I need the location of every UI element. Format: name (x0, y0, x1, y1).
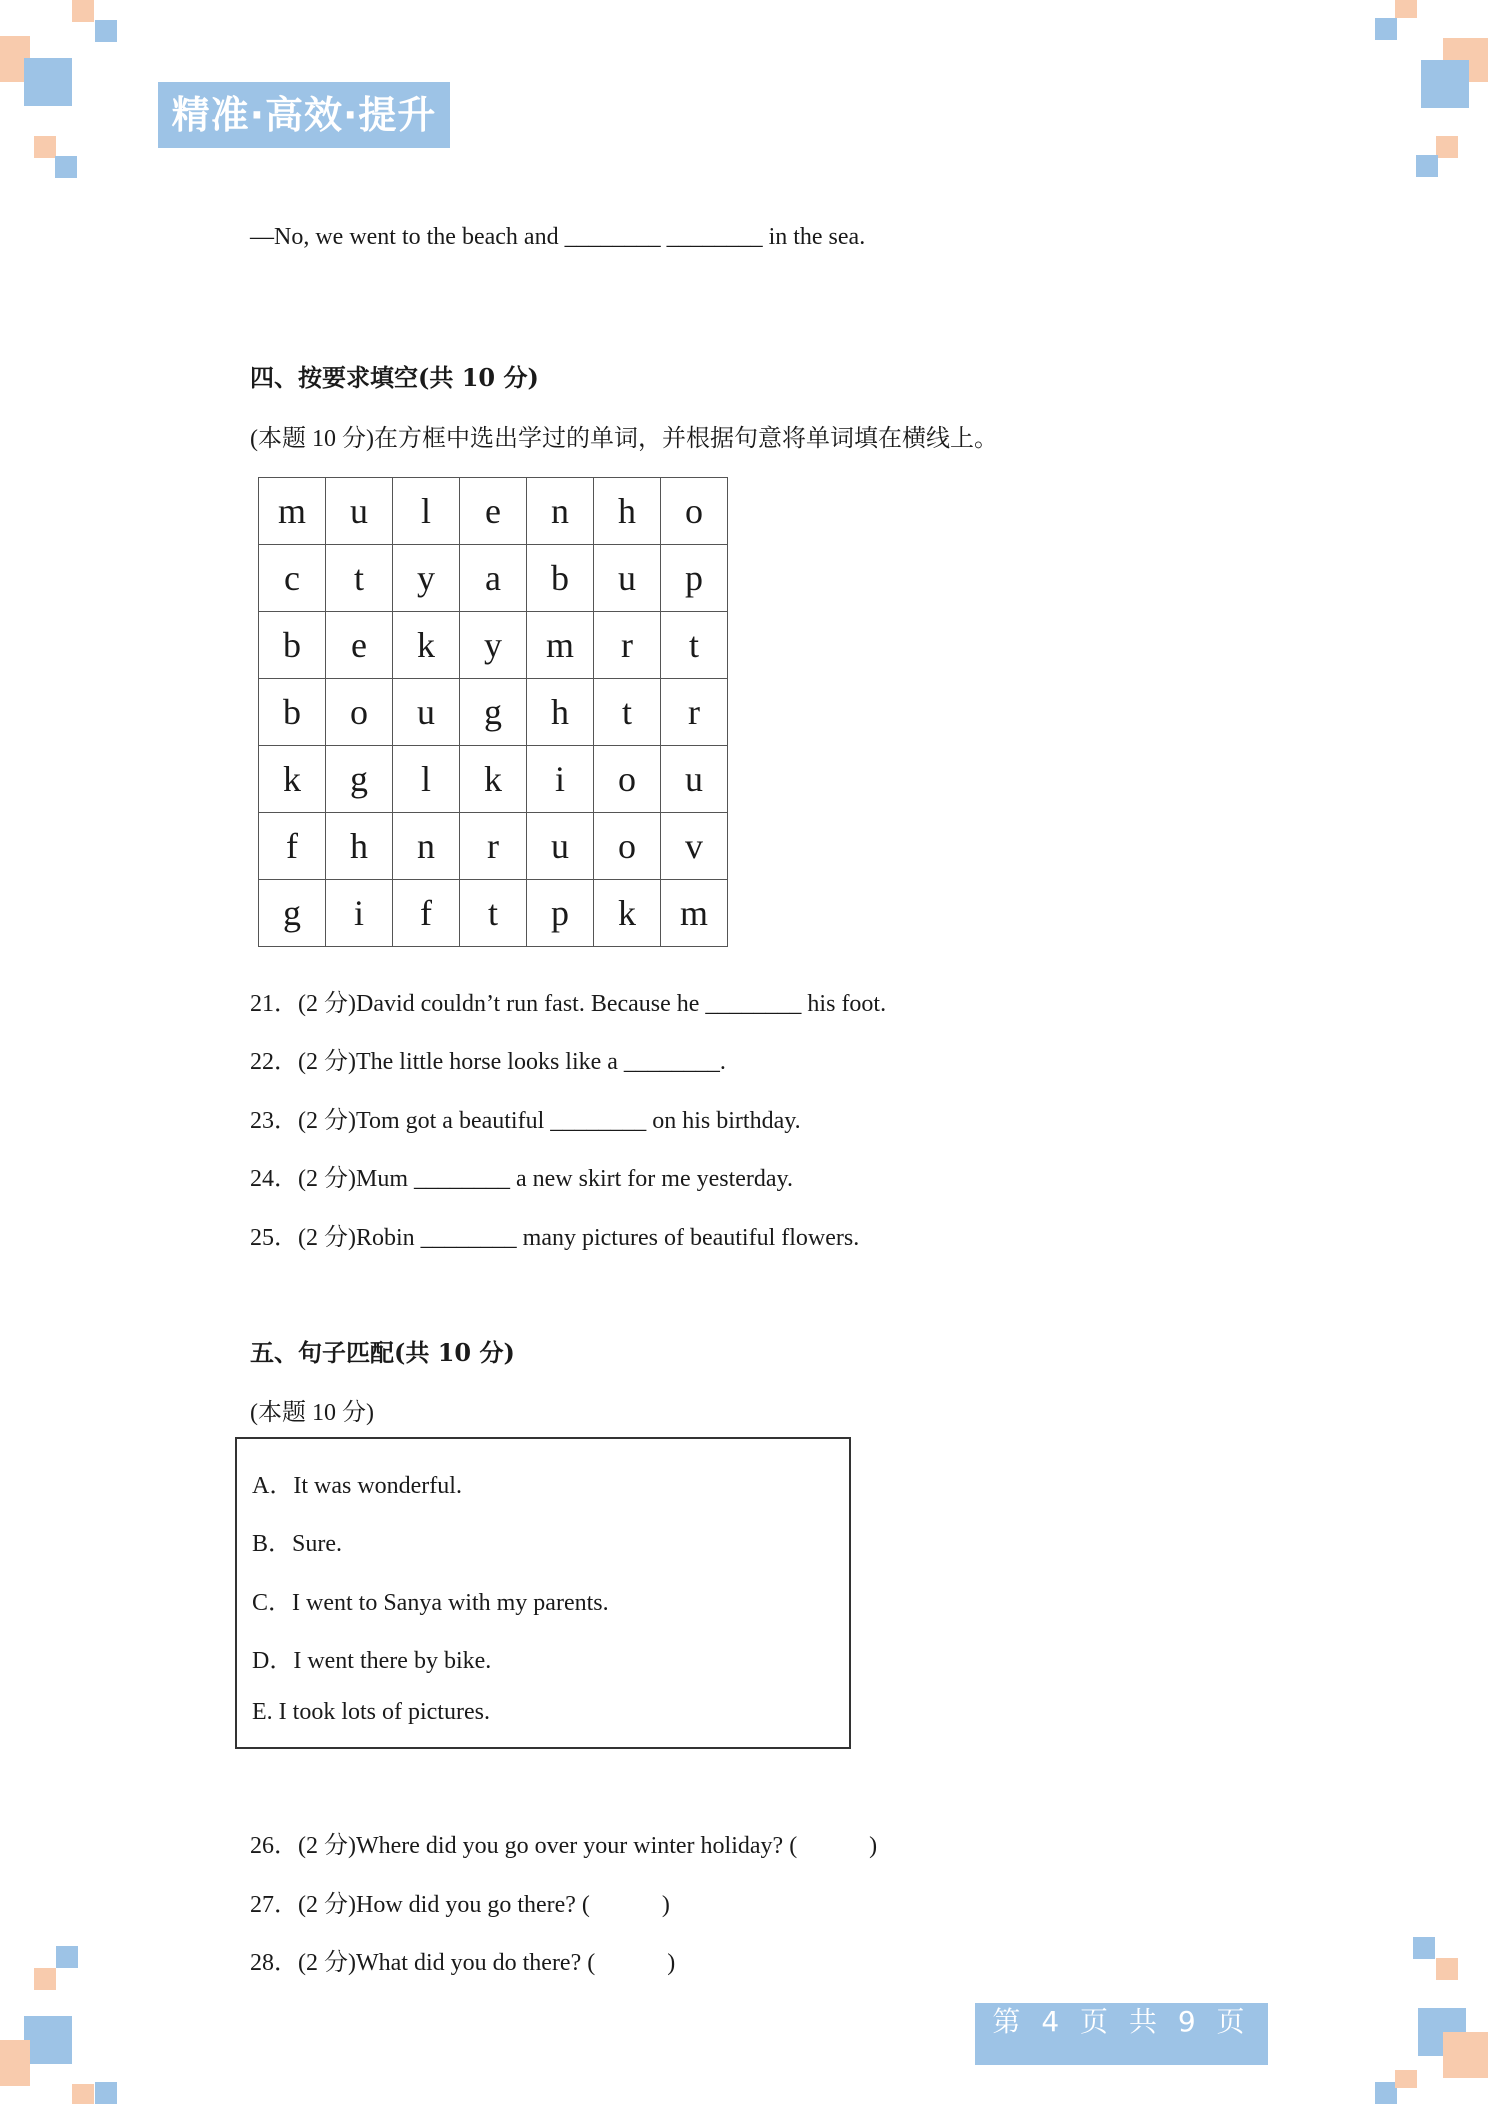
grid-row (259, 612, 728, 679)
grid-cell: u (594, 545, 661, 612)
section4-title: 四、按要求填空(共 10 分) (250, 363, 539, 392)
grid-cell: i (326, 880, 393, 947)
brand-banner: 精准·高效·提升 (158, 82, 450, 148)
corner-square (1413, 1937, 1435, 1959)
answer-options-box (235, 1437, 851, 1749)
option-d: D．I went there by bike. (252, 1648, 492, 1674)
corner-square (1375, 18, 1397, 40)
corner-square (72, 0, 94, 22)
corner-square (1395, 2070, 1417, 2088)
grid-row (259, 478, 728, 545)
grid-row (259, 679, 728, 746)
corner-square (1375, 2082, 1397, 2104)
section5-title: 五、句子匹配(共 10 分) (250, 1338, 515, 1367)
question-26: 26．(2 分)Where did you go over your winter holiday? ( ) (250, 1833, 878, 1859)
grid-cell: h (594, 478, 661, 545)
option-c: C．I went to Sanya with my parents. (252, 1590, 609, 1616)
question-28: 28．(2 分)What did you do there? ( ) (250, 1950, 676, 1976)
question-22: 22．(2 分)The little horse looks like a ________. (250, 1049, 726, 1075)
grid-cell: r (460, 813, 527, 880)
grid-cell: l (393, 478, 460, 545)
corner-square (1421, 60, 1469, 108)
grid-cell: u (661, 746, 728, 813)
grid-row (259, 746, 728, 813)
grid-cell: n (527, 478, 594, 545)
grid-cell: h (326, 813, 393, 880)
option-b: B．Sure. (252, 1531, 342, 1557)
grid-cell: y (460, 612, 527, 679)
grid-cell: t (594, 679, 661, 746)
corner-square (0, 2040, 30, 2086)
corner-square (1436, 1958, 1458, 1980)
corner-square (1416, 155, 1438, 177)
letter-grid (258, 477, 728, 947)
grid-cell: g (460, 679, 527, 746)
grid-row (259, 545, 728, 612)
grid-cell: b (259, 612, 326, 679)
corner-square (95, 2082, 117, 2104)
corner-square (24, 58, 72, 106)
question-25: 25．(2 分)Robin ________ many pictures of beautiful flowers. (250, 1225, 860, 1251)
grid-cell: n (393, 813, 460, 880)
corner-square (34, 1968, 56, 1990)
question-27: 27．(2 分)How did you go there? ( ) (250, 1892, 670, 1918)
grid-cell: p (661, 545, 728, 612)
grid-cell: i (527, 746, 594, 813)
grid-cell: r (661, 679, 728, 746)
corner-square (1395, 0, 1417, 18)
grid-cell: t (460, 880, 527, 947)
grid-cell: m (527, 612, 594, 679)
grid-cell: g (326, 746, 393, 813)
grid-cell: u (527, 813, 594, 880)
corner-square (1443, 2032, 1488, 2078)
grid-cell: f (393, 880, 460, 947)
page-number-banner: 第 4 页 共 9 页 (975, 2003, 1268, 2065)
grid-cell: o (661, 478, 728, 545)
grid-cell: u (326, 478, 393, 545)
corner-square (24, 2016, 72, 2064)
grid-cell: t (661, 612, 728, 679)
option-e: E. I took lots of pictures. (252, 1699, 490, 1725)
section5-instruction: (本题 10 分) (250, 1400, 374, 1426)
grid-cell: m (661, 880, 728, 947)
corner-square (55, 156, 77, 178)
carryover-sentence: —No, we went to the beach and ________ ________ in the sea. (250, 224, 866, 250)
grid-cell: y (393, 545, 460, 612)
corner-square (72, 2084, 94, 2104)
grid-cell: p (527, 880, 594, 947)
grid-cell: v (661, 813, 728, 880)
question-21: 21．(2 分)David couldn’t run fast. Because he ________ his foot. (250, 991, 887, 1017)
grid-row (259, 880, 728, 947)
grid-cell: o (594, 746, 661, 813)
corner-square (95, 20, 117, 42)
grid-cell: t (326, 545, 393, 612)
question-24: 24．(2 分)Mum ________ a new skirt for me yesterday. (250, 1166, 793, 1192)
option-a: A．It was wonderful. (252, 1473, 462, 1499)
grid-cell: e (460, 478, 527, 545)
section4-instruction: (本题 10 分)在方框中选出学过的单词，并根据句意将单词填在横线上。 (250, 426, 998, 452)
corner-square (1436, 136, 1458, 158)
grid-cell: g (259, 880, 326, 947)
grid-cell: o (326, 679, 393, 746)
corner-square (56, 1946, 78, 1968)
grid-cell: k (594, 880, 661, 947)
question-23: 23．(2 分)Tom got a beautiful ________ on his birthday. (250, 1108, 801, 1134)
grid-cell: o (594, 813, 661, 880)
grid-cell: f (259, 813, 326, 880)
corner-square (34, 136, 56, 158)
grid-cell: h (527, 679, 594, 746)
grid-cell: b (527, 545, 594, 612)
grid-cell: u (393, 679, 460, 746)
grid-cell: l (393, 746, 460, 813)
grid-cell: r (594, 612, 661, 679)
grid-cell: m (259, 478, 326, 545)
grid-cell: e (326, 612, 393, 679)
grid-cell: k (259, 746, 326, 813)
grid-cell: k (393, 612, 460, 679)
grid-cell: k (460, 746, 527, 813)
grid-cell: b (259, 679, 326, 746)
grid-row (259, 813, 728, 880)
grid-cell: a (460, 545, 527, 612)
grid-cell: c (259, 545, 326, 612)
